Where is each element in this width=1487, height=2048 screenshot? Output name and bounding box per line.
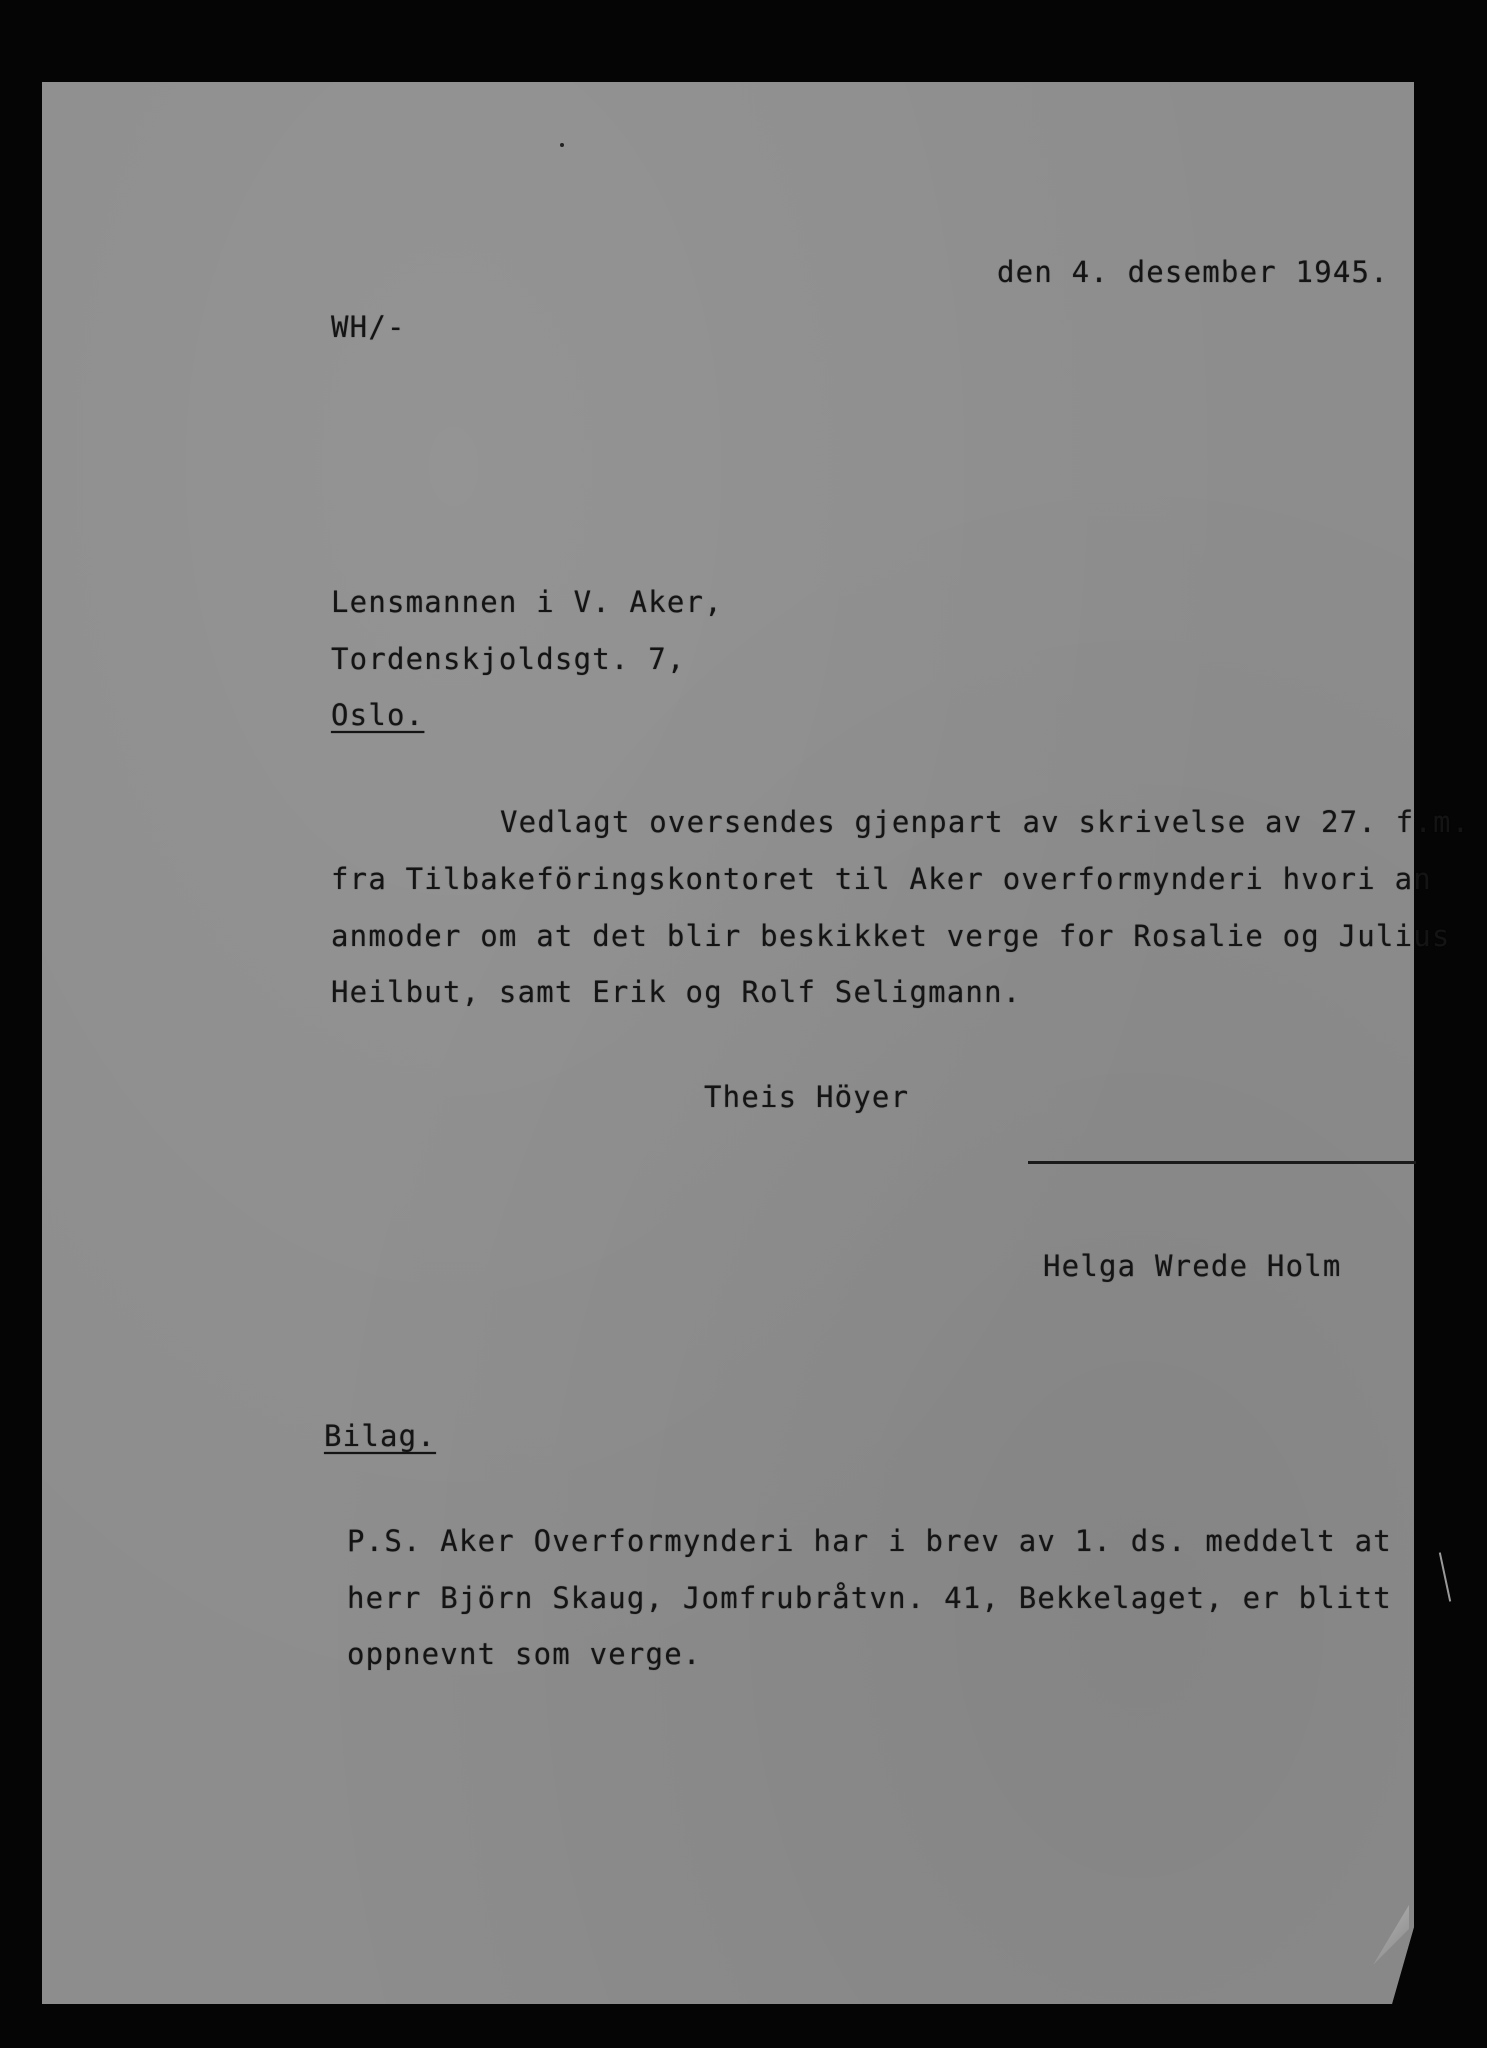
signature-helga-wrede-holm: Helga Wrede Holm [1043,1249,1342,1283]
document-page [42,82,1414,2004]
recipient-street: Tordenskjoldsgt. 7, [331,642,686,676]
letter-date: den 4. desember 1945. [997,255,1389,289]
speck [560,143,564,147]
body-line: Heilbut, samt Erik og Rolf Seligmann. [331,975,1022,1009]
signature-theis-hoyer: Theis Höyer [704,1080,910,1114]
postscript-line: oppnevnt som verge. [347,1637,702,1671]
signature-line [1028,1161,1416,1164]
postscript-line: herr Björn Skaug, Jomfrubråtvn. 41, Bekkelaget, er blitt [347,1581,1392,1615]
enclosure-heading: Bilag. [324,1419,436,1453]
recipient-city: Oslo. [331,698,425,732]
postscript-line: P.S. Aker Overformynderi har i brev av 1. ds. meddelt at [347,1524,1392,1558]
body-line: Vedlagt oversendes gjenpart av skrivelse av 27. f.m. [500,805,1471,839]
body-line: anmoder om at det blir beskikket verge for Rosalie og Julius [331,919,1451,953]
recipient-name: Lensmannen i V. Aker, [331,585,723,619]
margin-mark [1439,1552,1451,1601]
reference-initials: WH/- [331,310,406,344]
body-line: fra Tilbakeföringskontoret til Aker overformynderi hvori an [331,862,1432,896]
